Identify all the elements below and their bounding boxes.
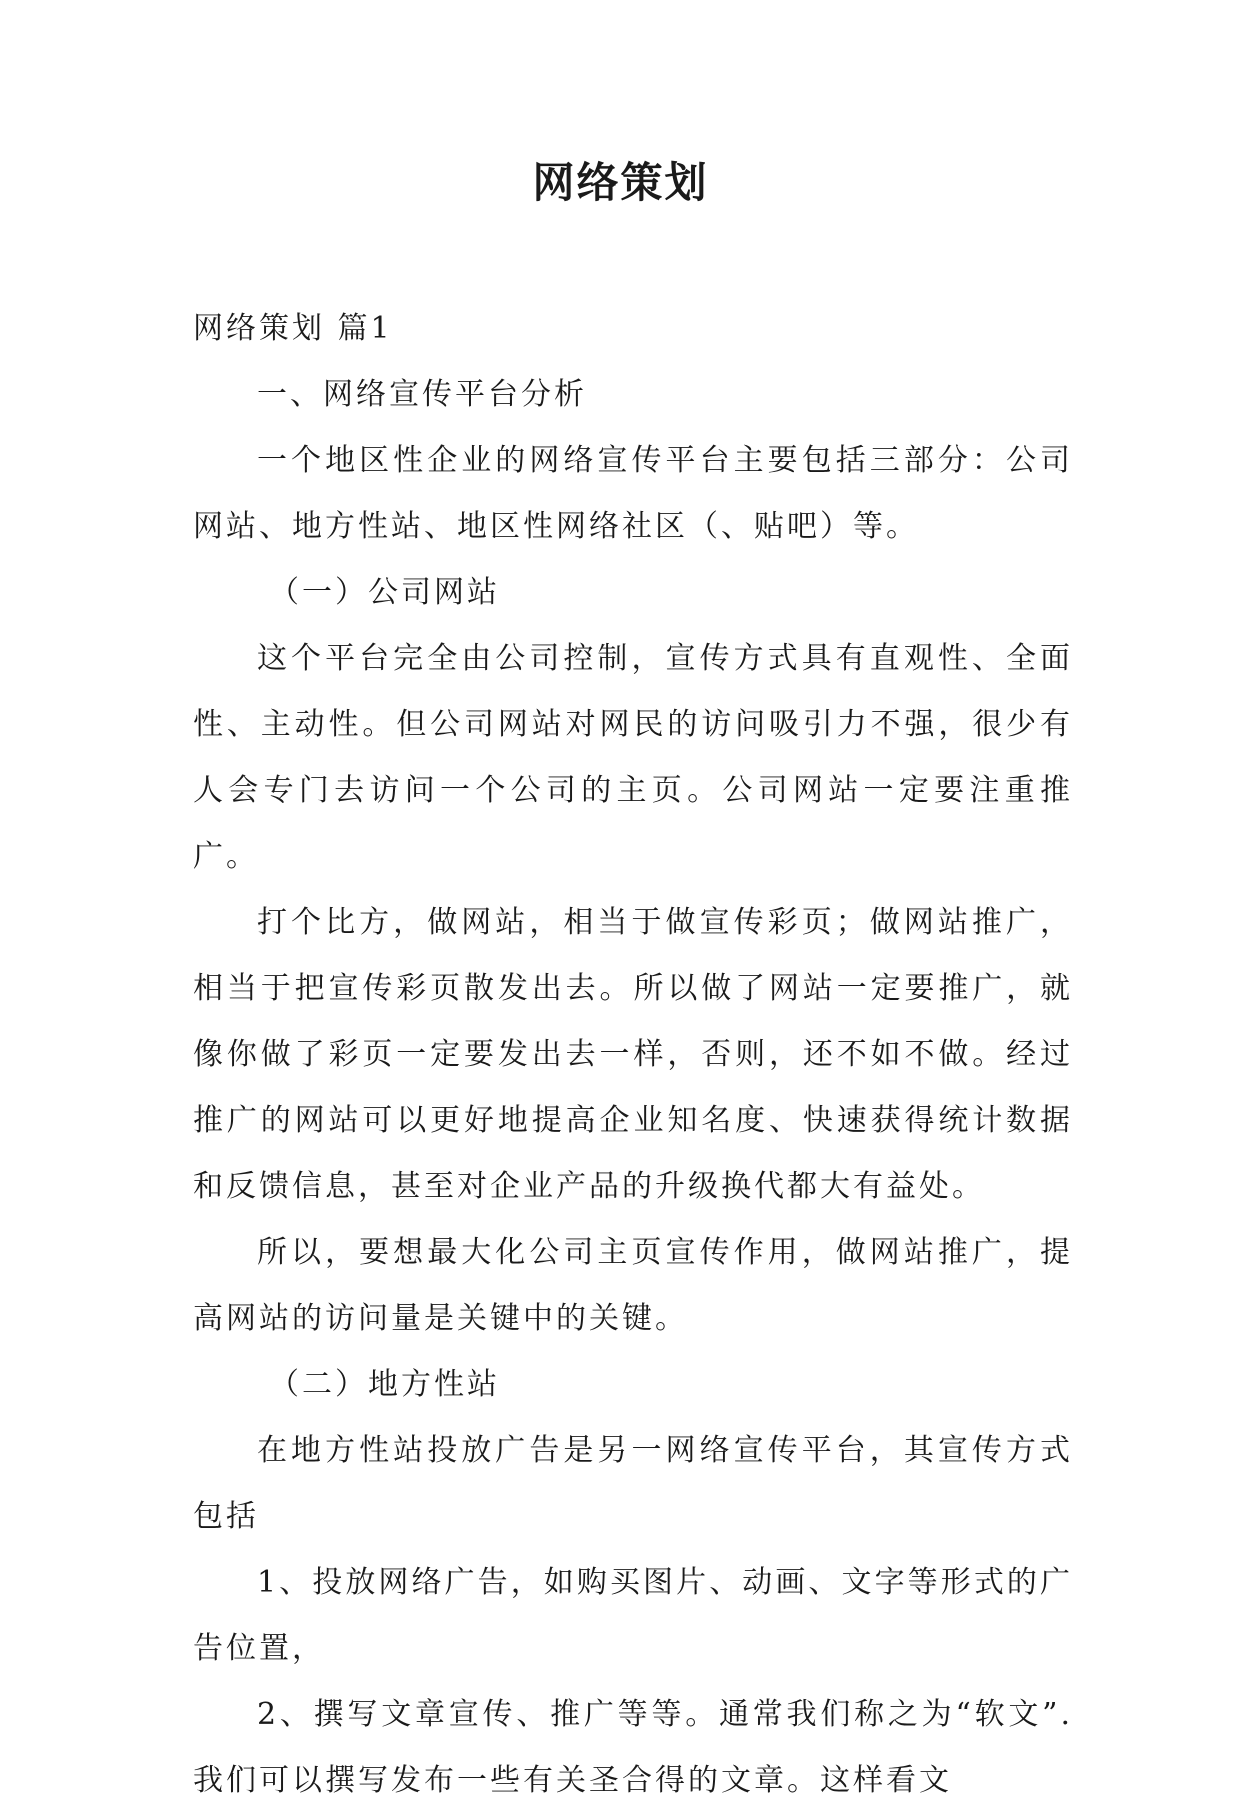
document-body — [193, 296, 1073, 1814]
list-item: 1、投放网络广告，如购买图片、动画、文字等形式的广告位置， — [193, 1565, 1073, 1666]
document-title: 网络策划 — [532, 158, 709, 207]
paragraph: 一个地区性企业的网络宣传平台主要包括三部分：公司网站、地方性站、地区性网络社区（、贴吧）等。 — [193, 443, 1073, 544]
list-item: 2、撰写文章宣传、推广等等。通常我们称之为“软文”.我们可以撰写发布一些有关圣合得的文章。这样看文 — [193, 1697, 1073, 1798]
section-heading: 网络策划 篇1 — [193, 311, 393, 346]
paragraph: 打个比方，做网站，相当于做宣传彩页；做网站推广，相当于把宣传彩页散发出去。所以做了网站一定要推广，就像你做了彩页一定要发出去一样，否则，还不如不做。经过推广的网站可以更好地提高企业知名度、快速获得统计数据和反馈信息，甚至对企业产品的升级换代都大有益处。 — [193, 905, 1073, 1204]
subsection-heading: （一）公司网站 — [269, 575, 500, 610]
paragraph: 在地方性站投放广告是另一网络宣传平台，其宣传方式包括 — [193, 1433, 1073, 1534]
subsection-heading: （二）地方性站 — [269, 1367, 500, 1402]
paragraph: 这个平台完全由公司控制，宣传方式具有直观性、全面性、主动性。但公司网站对网民的访问吸引力不强，很少有人会专门去访问一个公司的主页。公司网站一定要注重推广。 — [193, 641, 1073, 874]
subsection-heading: 一、网络宣传平台分析 — [257, 377, 587, 412]
paragraph: 所以，要想最大化公司主页宣传作用，做网站推广，提高网站的访问量是关键中的关键。 — [193, 1235, 1073, 1336]
